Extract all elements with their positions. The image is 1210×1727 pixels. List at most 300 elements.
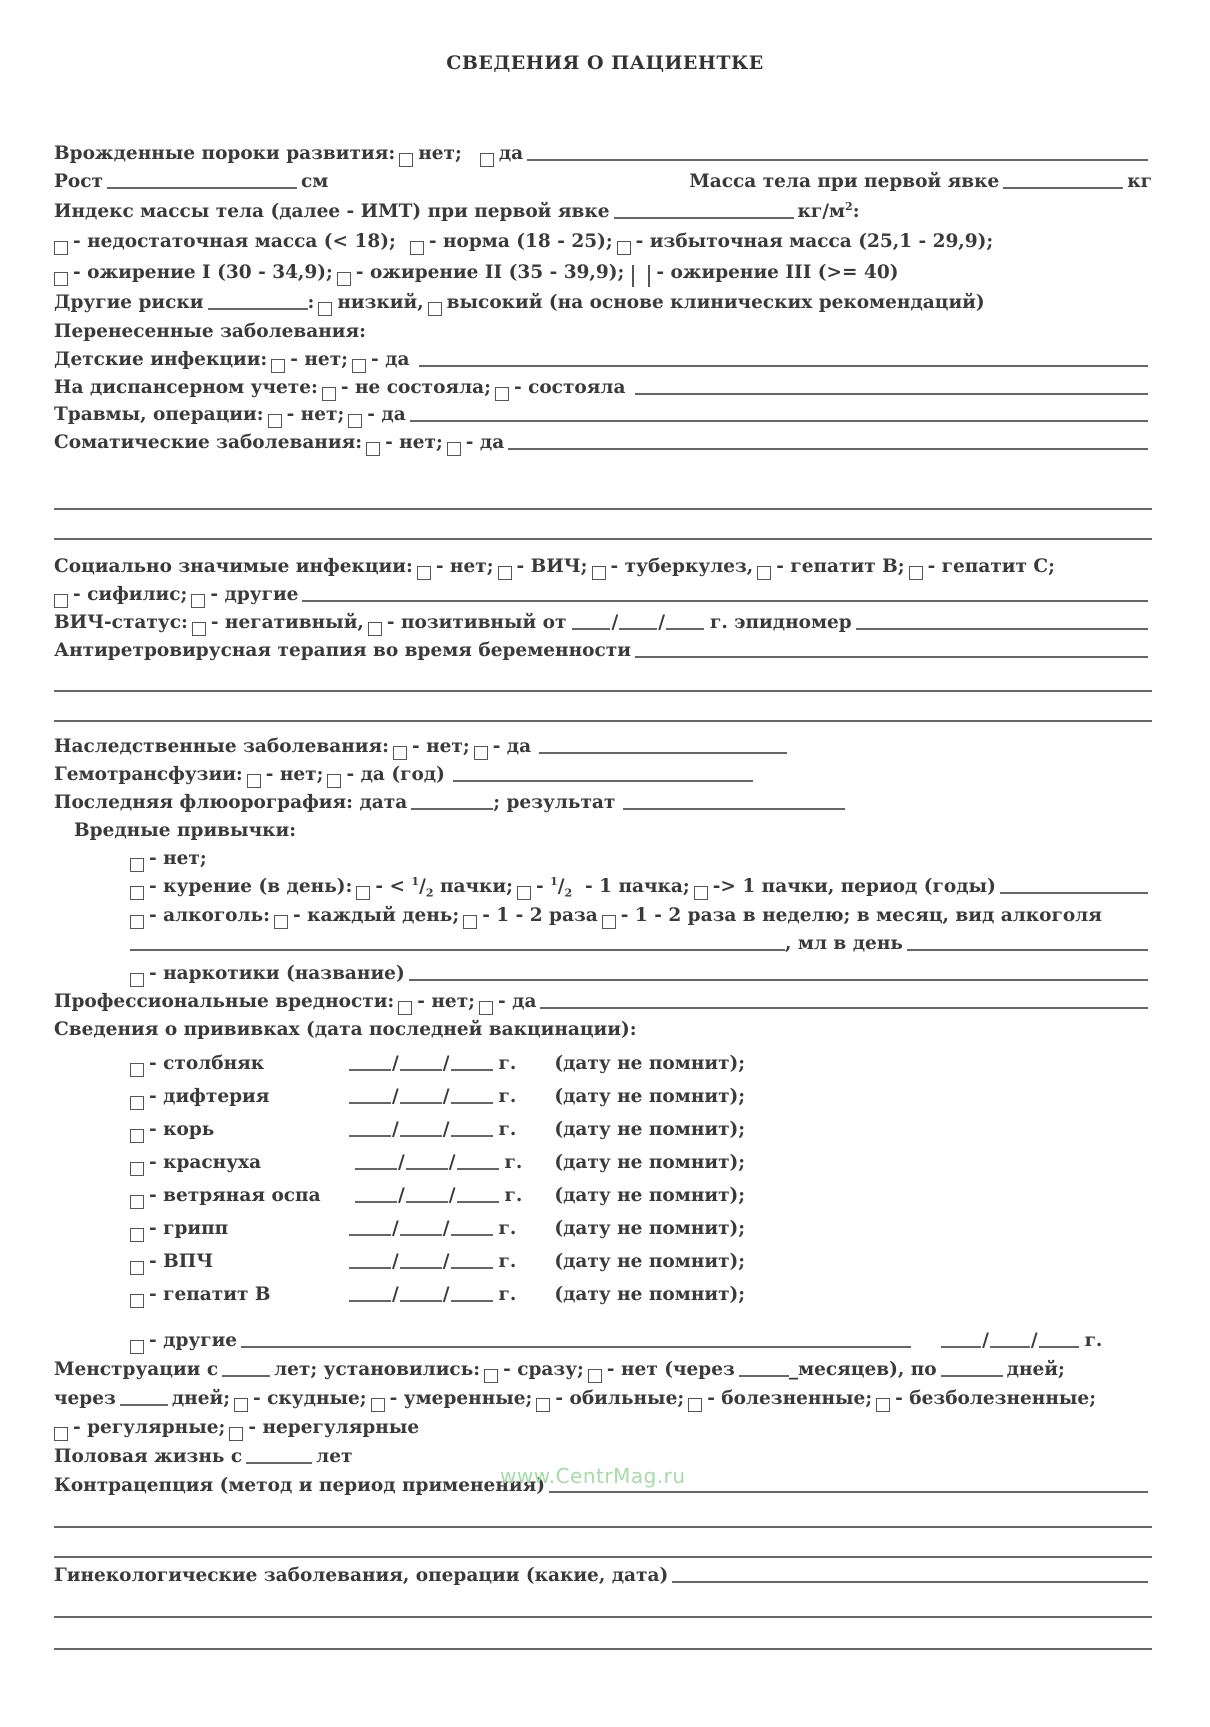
- weight-unit: кг: [1127, 171, 1152, 192]
- alcohol-ml-field[interactable]: [907, 948, 1148, 951]
- menstruation-cycle-field[interactable]: [120, 1403, 168, 1406]
- other-risks-colon: :: [307, 292, 315, 313]
- date-year[interactable]: [451, 1299, 493, 1302]
- vaccination-name: - грипп: [149, 1218, 229, 1239]
- hereditary-no-checkbox[interactable]: [393, 746, 407, 760]
- congenital-no-label: нет;: [418, 143, 462, 164]
- vaccination-checkbox[interactable]: [130, 1294, 144, 1308]
- date-not-remembered-label: (дату не помнит);: [554, 1053, 746, 1074]
- date-month[interactable]: [400, 1266, 442, 1269]
- menstruation-moderate-checkbox[interactable]: [371, 1398, 385, 1412]
- vaccination-name: - ВПЧ: [149, 1251, 214, 1272]
- sexual-life-unit: лет: [316, 1446, 353, 1467]
- menstruation-months-label: _месяцев), по: [788, 1359, 937, 1380]
- menstruation-days-label: дней;: [1006, 1359, 1065, 1380]
- bmi-overweight-label: - избыточная масса (25,1 - 29,9);: [635, 231, 994, 252]
- habits-none-label: - нет;: [149, 848, 207, 869]
- dispensary-label: На диспансерном учете:: [54, 377, 318, 398]
- menstruation-heavy-label: - обильные;: [555, 1388, 685, 1409]
- date-year[interactable]: [451, 1233, 493, 1236]
- vaccination-date-field[interactable]: [349, 1217, 493, 1241]
- vaccination-row: [130, 1279, 1152, 1307]
- alcohol-1-2-checkbox[interactable]: [463, 915, 477, 929]
- fraction-numerator: 1: [411, 874, 420, 888]
- art-extra-line-2[interactable]: [54, 720, 1152, 722]
- somatic-no-label: - нет;: [385, 432, 443, 453]
- menstruation-painless-label: - безболезненные;: [895, 1388, 1097, 1409]
- sexual-life-age-field[interactable]: [246, 1461, 312, 1464]
- alcohol-daily-checkbox[interactable]: [274, 915, 288, 929]
- habits-heading: Вредные привычки:: [74, 820, 297, 841]
- date-month[interactable]: [400, 1299, 442, 1302]
- social-other-label: - другие: [210, 584, 299, 605]
- height-weight-row: [54, 166, 1152, 194]
- date-not-remembered-label: (дату не помнит);: [554, 1152, 746, 1173]
- alcohol-1-2-label: - 1 - 2 раза: [482, 905, 598, 926]
- date-month[interactable]: [400, 1134, 442, 1137]
- page-title: СВЕДЕНИЯ О ПАЦИЕНТКЕ: [446, 52, 764, 74]
- smoking-row: [130, 871, 1152, 899]
- date-month[interactable]: [400, 1068, 442, 1071]
- drugs-checkbox[interactable]: [130, 973, 144, 987]
- hereditary-details-field[interactable]: [539, 751, 787, 754]
- vaccination-name: - столбняк: [149, 1053, 265, 1074]
- date-not-remembered-label: (дату не помнит);: [554, 1218, 746, 1239]
- vaccination-checkbox[interactable]: [130, 1129, 144, 1143]
- date-year[interactable]: [451, 1068, 493, 1071]
- fluorography-date-label: Последняя флюорография: дата: [54, 792, 408, 813]
- hiv-epid-number-field[interactable]: [856, 627, 1148, 630]
- bmi-obesity1-label: - ожирение I (30 - 34,9);: [73, 262, 333, 283]
- transfusions-year-field[interactable]: [453, 779, 753, 782]
- vaccination-date-field[interactable]: [349, 1052, 493, 1076]
- year-label: г.: [498, 1053, 517, 1074]
- social-other-checkbox[interactable]: [191, 594, 205, 608]
- somatic-details-field[interactable]: [508, 447, 1148, 450]
- drugs-name-field[interactable]: [409, 978, 1148, 981]
- contraception-extra-line-1[interactable]: [54, 1526, 1152, 1528]
- fluorography-row: [54, 787, 1152, 815]
- risk-high-label: высокий (на основе клинических рекомендаций): [446, 292, 985, 313]
- date-year[interactable]: [451, 1266, 493, 1269]
- bmi-options-row-2: [54, 257, 1152, 285]
- date-day[interactable]: [349, 1299, 391, 1302]
- bmi-unit-text: кг/м: [797, 201, 846, 222]
- injuries-yes-checkbox[interactable]: [348, 414, 362, 428]
- vaccination-name: - корь: [149, 1119, 215, 1140]
- transfusions-no-checkbox[interactable]: [247, 774, 261, 788]
- menstruation-not-immediately-checkbox[interactable]: [588, 1369, 602, 1383]
- transfusions-yes-label: - да (год): [346, 764, 445, 785]
- hereditary-yes-label: - да: [492, 736, 532, 757]
- gynecology-field[interactable]: [672, 1580, 1148, 1583]
- vaccination-other-date-field[interactable]: [941, 1329, 1079, 1353]
- habits-none-checkbox[interactable]: [130, 858, 144, 872]
- year-label: г.: [498, 1119, 517, 1140]
- dispensary-details-field[interactable]: [635, 392, 1148, 395]
- vaccination-date-field[interactable]: [355, 1184, 499, 1208]
- injuries-no-label: - нет;: [286, 404, 345, 425]
- other-risks-field[interactable]: [208, 307, 308, 310]
- occupational-no-label: - нет;: [417, 991, 475, 1012]
- bmi-options-row-1: [54, 226, 1152, 254]
- smoking-opt2-suffix: - 1 пачка;: [585, 876, 690, 897]
- occupational-no-checkbox[interactable]: [398, 1001, 412, 1015]
- vaccination-date-field[interactable]: [349, 1085, 493, 1109]
- vaccination-name: - краснуха: [149, 1152, 262, 1173]
- bmi-unit: [798, 200, 860, 224]
- vaccination-other-row: [130, 1325, 1152, 1353]
- social-hepc-checkbox[interactable]: [909, 566, 923, 580]
- menstruation-immediately-checkbox[interactable]: [484, 1369, 498, 1383]
- social-none-label: - нет;: [435, 556, 494, 577]
- slash: /: [611, 612, 619, 633]
- childhood-yes-label: - да: [371, 349, 410, 370]
- congenital-no-checkbox[interactable]: [399, 153, 413, 167]
- slash: /: [448, 1152, 456, 1173]
- vaccination-name: - гепатит В: [149, 1284, 271, 1305]
- bmi-obesity2-checkbox[interactable]: [337, 272, 351, 286]
- hiv-date-field[interactable]: [572, 611, 704, 635]
- bmi-obesity3-checkbox[interactable]: [632, 265, 650, 287]
- hereditary-no-label: - нет;: [411, 736, 470, 757]
- vaccination-checkbox[interactable]: [130, 1228, 144, 1242]
- date-day[interactable]: [355, 1167, 397, 1170]
- date-month[interactable]: [990, 1345, 1030, 1348]
- height-unit: см: [300, 171, 329, 192]
- smoking-opt2-prefix: -: [535, 876, 544, 897]
- childhood-yes-checkbox[interactable]: [352, 359, 366, 373]
- year-label: г.: [498, 1086, 517, 1107]
- social-infections-row-2: [54, 579, 1152, 607]
- art-label: Антиретровирусная терапия во время беременности: [54, 640, 631, 661]
- menstruation-cycle-days-label: дней;: [171, 1388, 231, 1409]
- vaccination-checkbox[interactable]: [130, 1096, 144, 1110]
- hiv-positive-checkbox[interactable]: [368, 622, 382, 636]
- vaccination-checkbox[interactable]: [130, 1063, 144, 1077]
- hiv-negative-checkbox[interactable]: [192, 622, 206, 636]
- injuries-no-checkbox[interactable]: [268, 414, 282, 428]
- occupational-row: [54, 986, 1152, 1014]
- somatic-extra-line-2[interactable]: [54, 538, 1152, 540]
- risk-high-checkbox[interactable]: [428, 302, 442, 316]
- hereditary-yes-checkbox[interactable]: [474, 746, 488, 760]
- menstruation-moderate-label: - умеренные;: [389, 1388, 533, 1409]
- date-not-remembered-label: (дату не помнит);: [554, 1119, 746, 1140]
- transfusions-yes-checkbox[interactable]: [327, 774, 341, 788]
- bmi-normal-label: - норма (18 - 25);: [428, 231, 613, 252]
- menstruation-age-field[interactable]: [222, 1374, 270, 1377]
- somatic-label: Соматические заболевания:: [54, 432, 363, 453]
- vaccination-date-field[interactable]: [349, 1118, 493, 1142]
- vaccination-name: - дифтерия: [149, 1086, 270, 1107]
- alcohol-type-field[interactable]: [130, 948, 785, 951]
- childhood-label: Детские инфекции:: [54, 349, 268, 370]
- contraception-label: Контрацепция (метод и период применения): [54, 1475, 546, 1496]
- slash: /: [398, 1185, 405, 1206]
- congenital-row: [54, 138, 1152, 166]
- date-month[interactable]: [400, 1101, 442, 1104]
- menstruation-no-label: - нет (через: [606, 1359, 735, 1380]
- vaccination-row: [130, 1147, 1152, 1175]
- injuries-label: Травмы, операции:: [54, 404, 264, 425]
- vaccination-checkbox[interactable]: [130, 1162, 144, 1176]
- menstruation-established-label: лет; установились:: [274, 1359, 481, 1380]
- vaccination-name: - ветряная оспа: [149, 1185, 321, 1206]
- menstruation-from-label: Менструации с: [54, 1359, 219, 1380]
- drugs-row: [130, 958, 1152, 986]
- art-extra-line-1[interactable]: [54, 690, 1152, 692]
- bmi-underweight-label: - недостаточная масса (< 18);: [73, 231, 396, 252]
- date-not-remembered-label: (дату не помнит);: [554, 1284, 746, 1305]
- smoking-half-one-label: - $^1/_2 - 1$ пачка;: [535, 874, 690, 900]
- slash: /: [1030, 1330, 1038, 1351]
- bmi-unit-end: :: [852, 201, 860, 222]
- vaccination-row: [130, 1081, 1152, 1109]
- hiv-date-day[interactable]: [572, 627, 610, 630]
- habits-row: [74, 815, 1152, 843]
- slash: /: [392, 1119, 399, 1140]
- date-year[interactable]: [1039, 1345, 1079, 1348]
- slash: /: [442, 1119, 450, 1140]
- past-diseases-heading: Перенесенные заболевания:: [54, 321, 367, 342]
- social-syphilis-label: - сифилис;: [73, 584, 188, 605]
- fluorography-date-field[interactable]: [411, 807, 493, 810]
- bmi-row: [54, 196, 1152, 224]
- bmi-field[interactable]: [614, 216, 794, 219]
- menstruation-duration-field[interactable]: [941, 1374, 1003, 1377]
- gynecology-extra-line-2[interactable]: [54, 1648, 1152, 1650]
- vaccination-row: [130, 1246, 1152, 1274]
- gynecology-row: [54, 1560, 1152, 1588]
- hiv-status-row: [54, 607, 1152, 635]
- menstruation-months-field[interactable]: [739, 1374, 789, 1377]
- date-day[interactable]: [349, 1233, 391, 1236]
- childhood-no-label: - нет;: [290, 349, 348, 370]
- childhood-details-field[interactable]: [419, 364, 1148, 367]
- hiv-positive-label: - позитивный от: [386, 612, 567, 633]
- vaccination-other-label: - другие: [149, 1330, 238, 1351]
- contraception-extra-line-2[interactable]: [54, 1556, 1152, 1558]
- social-hepb-checkbox[interactable]: [757, 566, 771, 580]
- sexual-life-label: Половая жизнь с: [54, 1446, 243, 1467]
- social-hiv-label: - ВИЧ;: [516, 556, 588, 577]
- art-field[interactable]: [635, 655, 1148, 658]
- occupational-details-field[interactable]: [540, 1006, 1148, 1009]
- gynecology-label: Гинекологические заболевания, операции (какие, дата): [54, 1565, 669, 1586]
- habits-none-row: [130, 843, 1152, 871]
- vaccination-date-field[interactable]: [355, 1151, 499, 1175]
- menstruation-heavy-checkbox[interactable]: [536, 1398, 550, 1412]
- date-not-remembered-label: (дату не помнит);: [554, 1251, 746, 1272]
- dispensary-yes-label: - состояла: [513, 377, 626, 398]
- smoking-period-field[interactable]: [1000, 891, 1148, 894]
- date-year[interactable]: [457, 1167, 499, 1170]
- gynecology-extra-line-1[interactable]: [54, 1616, 1152, 1618]
- congenital-details-field[interactable]: [527, 158, 1148, 161]
- somatic-no-checkbox[interactable]: [366, 442, 380, 456]
- hiv-status-label: ВИЧ-статус:: [54, 612, 188, 633]
- drugs-label: - наркотики (название): [149, 963, 405, 984]
- congenital-yes-checkbox[interactable]: [480, 153, 494, 167]
- year-label: г.: [504, 1185, 523, 1206]
- childhood-infections-row: [54, 344, 1152, 372]
- slash: /: [392, 1053, 399, 1074]
- date-month[interactable]: [406, 1167, 448, 1170]
- hiv-negative-label: - негативный,: [210, 612, 364, 633]
- social-other-field[interactable]: [302, 599, 1148, 602]
- social-none-checkbox[interactable]: [417, 566, 431, 580]
- hiv-epid-label: г. эпидномер: [710, 612, 852, 633]
- hiv-date-year[interactable]: [666, 627, 704, 630]
- date-day[interactable]: [349, 1134, 391, 1137]
- menstruation-irregular-label: - нерегулярные: [248, 1417, 420, 1438]
- slash: /: [448, 1185, 456, 1206]
- vaccinations-heading: Сведения о прививках (дата последней вакцинации):: [54, 1019, 637, 1040]
- date-day[interactable]: [349, 1101, 391, 1104]
- art-row: [54, 635, 1152, 663]
- date-not-remembered-label: (дату не помнит);: [554, 1185, 746, 1206]
- somatic-row: [54, 427, 1152, 455]
- menstruation-painless-checkbox[interactable]: [876, 1398, 890, 1412]
- social-hepc-label: - гепатит С;: [927, 556, 1055, 577]
- bmi-obesity3-label: - ожирение III (>= 40): [656, 262, 899, 283]
- smoking-opt1-prefix: - <: [375, 876, 405, 897]
- slash: /: [392, 1086, 399, 1107]
- weight-field[interactable]: [1003, 186, 1123, 189]
- vaccination-row: [130, 1180, 1152, 1208]
- vaccination-checkbox[interactable]: [130, 1261, 144, 1275]
- slash: /: [398, 1152, 405, 1173]
- bmi-underweight-checkbox[interactable]: [54, 241, 68, 255]
- occupational-label: Профессиональные вредности:: [54, 991, 395, 1012]
- hereditary-label: Наследственные заболевания:: [54, 736, 389, 757]
- year-label: г.: [1084, 1330, 1103, 1351]
- menstruation-every-label: через: [54, 1388, 116, 1409]
- smoking-more-one-label: -> 1 пачки, период (годы): [712, 876, 996, 897]
- smoking-half-one-checkbox[interactable]: [517, 886, 531, 900]
- somatic-yes-checkbox[interactable]: [447, 442, 461, 456]
- slash: /: [442, 1053, 450, 1074]
- social-tb-checkbox[interactable]: [592, 566, 606, 580]
- watermark: www.CentrMag.ru: [500, 1464, 686, 1488]
- slash: /: [442, 1251, 450, 1272]
- bmi-obesity2-label: - ожирение II (35 - 39,9);: [355, 262, 625, 283]
- injuries-yes-label: - да: [367, 404, 406, 425]
- menstruation-immediately-label: - сразу;: [503, 1359, 584, 1380]
- vaccination-date-field[interactable]: [349, 1250, 493, 1274]
- height-label: Рост: [54, 171, 103, 192]
- vaccinations-heading-row: [54, 1014, 1152, 1042]
- social-infections-label: Социально значимые инфекции:: [54, 556, 413, 577]
- bmi-unit-sup: 2: [845, 199, 853, 213]
- social-infections-row: [54, 551, 1152, 579]
- menstruation-regular-checkbox[interactable]: [54, 1427, 68, 1441]
- injuries-row: [54, 399, 1152, 427]
- social-hiv-checkbox[interactable]: [498, 566, 512, 580]
- risk-low-label: низкий,: [337, 292, 424, 313]
- date-month[interactable]: [400, 1233, 442, 1236]
- date-day[interactable]: [355, 1200, 397, 1203]
- bmi-normal-checkbox[interactable]: [410, 241, 424, 255]
- alcohol-weekly-checkbox[interactable]: [602, 915, 616, 929]
- date-day[interactable]: [349, 1068, 391, 1071]
- weight-label: Масса тела при первой явке: [689, 171, 1000, 192]
- date-day[interactable]: [941, 1345, 981, 1348]
- year-label: г.: [498, 1284, 517, 1305]
- alcohol-details-row: [130, 928, 1152, 956]
- smoking-label: - курение (в день):: [149, 876, 353, 897]
- other-risks-row: [54, 287, 1152, 315]
- alcohol-ml-label: , мл в день: [785, 933, 903, 954]
- alcohol-row: [130, 900, 1152, 928]
- slash: /: [442, 1218, 450, 1239]
- vaccination-checkbox[interactable]: [130, 1195, 144, 1209]
- slash: /: [442, 1086, 450, 1107]
- hiv-date-month[interactable]: [619, 627, 657, 630]
- menstruation-regular-label: - регулярные;: [73, 1417, 226, 1438]
- year-label: г.: [498, 1251, 517, 1272]
- occupational-yes-label: - да: [498, 991, 537, 1012]
- date-not-remembered-label: (дату не помнит);: [554, 1086, 746, 1107]
- hereditary-row: [54, 731, 1152, 759]
- vaccination-date-field[interactable]: [349, 1283, 493, 1307]
- year-label: г.: [504, 1152, 523, 1173]
- menstruation-scanty-label: - скудные;: [253, 1388, 367, 1409]
- congenital-yes-label: да: [498, 143, 524, 164]
- date-month[interactable]: [406, 1200, 448, 1203]
- vaccination-other-checkbox[interactable]: [130, 1340, 144, 1354]
- alcohol-checkbox[interactable]: [130, 915, 144, 929]
- smoking-more-one-checkbox[interactable]: [694, 886, 708, 900]
- past-diseases-row: [54, 316, 1152, 344]
- slash: /: [982, 1330, 989, 1351]
- contraception-field[interactable]: [549, 1490, 1148, 1493]
- menstruation-irregular-checkbox[interactable]: [229, 1427, 243, 1441]
- menstruation-row-3: [54, 1412, 1152, 1440]
- date-year[interactable]: [451, 1101, 493, 1104]
- smoking-less-half-checkbox[interactable]: [356, 886, 370, 900]
- occupational-yes-checkbox[interactable]: [479, 1001, 493, 1015]
- other-risks-label: Другие риски: [54, 292, 204, 313]
- childhood-no-checkbox[interactable]: [271, 359, 285, 373]
- menstruation-scanty-checkbox[interactable]: [234, 1398, 248, 1412]
- social-syphilis-checkbox[interactable]: [54, 594, 68, 608]
- injuries-details-field[interactable]: [410, 419, 1148, 422]
- slash: /: [392, 1218, 399, 1239]
- date-year[interactable]: [451, 1134, 493, 1137]
- bmi-overweight-checkbox[interactable]: [617, 241, 631, 255]
- somatic-extra-line-1[interactable]: [54, 508, 1152, 510]
- vaccination-row: [130, 1114, 1152, 1142]
- date-day[interactable]: [349, 1266, 391, 1269]
- smoking-checkbox[interactable]: [130, 886, 144, 900]
- slash: /: [392, 1251, 399, 1272]
- fluorography-result-field[interactable]: [623, 807, 845, 810]
- fraction-denominator: 2: [564, 886, 573, 900]
- transfusions-label: Гемотрансфузии:: [54, 764, 243, 785]
- menstruation-painful-checkbox[interactable]: [688, 1398, 702, 1412]
- vaccination-other-name-field[interactable]: [241, 1345, 911, 1348]
- fraction-numerator: 1: [550, 874, 558, 888]
- social-hepb-label: - гепатит В;: [776, 556, 905, 577]
- risk-low-checkbox[interactable]: [318, 302, 332, 316]
- height-field[interactable]: [107, 186, 297, 189]
- smoking-opt1-suffix: пачки;: [439, 876, 513, 897]
- bmi-obesity1-checkbox[interactable]: [54, 272, 68, 286]
- transfusions-row: [54, 759, 1152, 787]
- date-year[interactable]: [457, 1200, 499, 1203]
